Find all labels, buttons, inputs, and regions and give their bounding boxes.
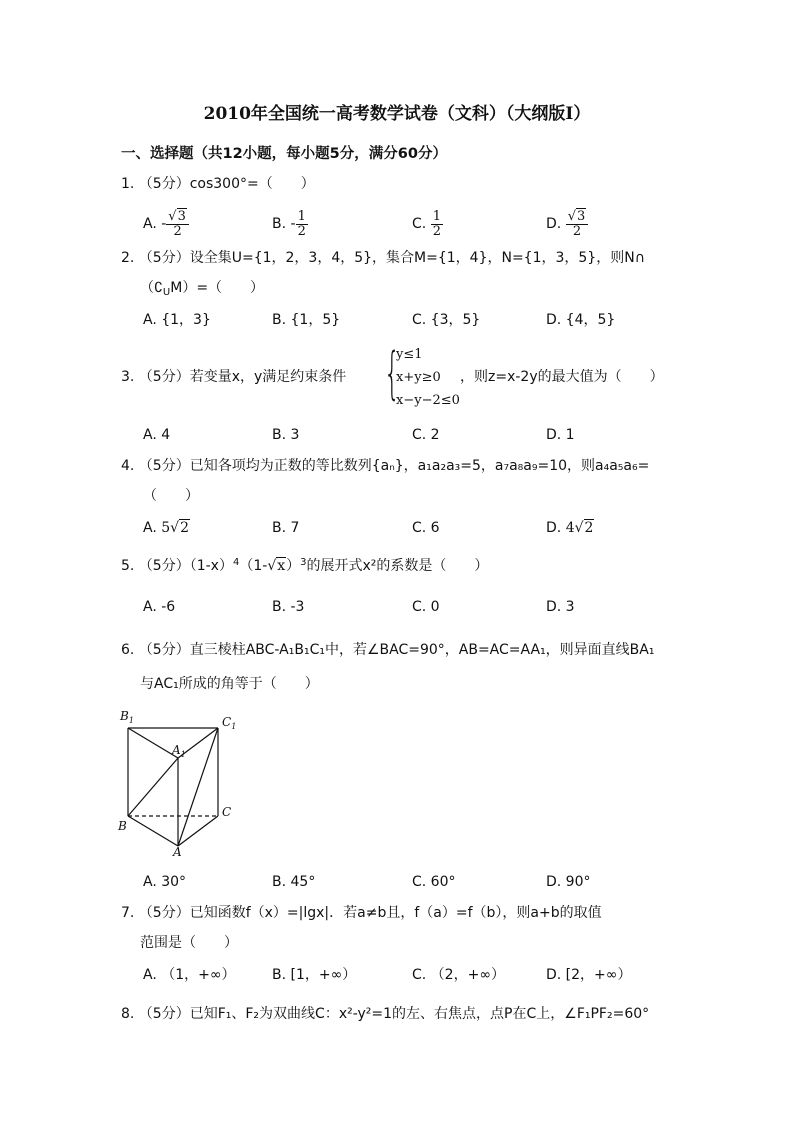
option-a[interactable]: A. 4: [143, 427, 171, 443]
page-title: 2010年全国统一高考数学试卷（文科）（大纲版Ⅰ）: [203, 104, 591, 124]
option-b[interactable]: B. 7: [272, 520, 300, 536]
option-d[interactable]: D. {4，5}: [546, 312, 616, 328]
option-a[interactable]: A. 30°: [143, 874, 187, 890]
radicand: 2: [584, 520, 594, 536]
option-a[interactable]: A. -6: [143, 599, 176, 615]
coefficient: 4: [565, 520, 575, 536]
fraction-denominator: 2: [432, 223, 441, 239]
option-b[interactable]: B. -3: [272, 599, 305, 615]
option-a[interactable]: A. {1，3}: [143, 312, 211, 328]
constraint-2: x+y≥0: [396, 370, 441, 385]
option-c[interactable]: C. {3，5}: [412, 312, 481, 328]
option-d[interactable]: D. 90°: [546, 874, 591, 890]
stem-part: （∁: [140, 280, 163, 296]
system-brace: {: [384, 341, 401, 406]
stem-part: ）: [286, 558, 301, 574]
option-label: B.: [272, 216, 291, 232]
radicand: 2: [180, 520, 189, 536]
option-c[interactable]: C. （2，+∞）: [412, 967, 505, 983]
question-stem: 7. （5分）已知函数f（x）=|lgx|．若a≠b且，f（a）=f（b），则a+b的取值: [121, 905, 602, 921]
section-heading: 一、选择题（共12小题，每小题5分，满分60分）: [121, 146, 447, 162]
label-c: C: [222, 805, 232, 819]
edge-b1-a1: [128, 728, 178, 758]
exponent: 3: [300, 557, 307, 568]
option-c[interactable]: C. 2: [412, 427, 440, 443]
question-stem-continued: （ ）: [143, 488, 199, 504]
fraction-denominator: 2: [297, 223, 306, 239]
question-stem: 8. （5分）已知F₁、F₂为双曲线C：x²-y²=1的左、右焦点，点P在C上，∠F₁PF₂=60°: [121, 1006, 650, 1022]
option-c[interactable]: C. 60°: [412, 874, 456, 890]
fraction-numerator: 3: [177, 208, 186, 224]
fraction-numerator: 3: [576, 208, 586, 224]
option-label: C.: [412, 216, 431, 232]
question-stem: 2. （5分）设全集U={1，2，3，4，5}，集合M={1，4}，N={1，3，5}，则N∩: [121, 250, 645, 266]
option-a[interactable]: A. - $\frac{√3}{2}$: [143, 206, 189, 242]
stem-part: （1-: [239, 558, 268, 574]
prism-figure: [112, 706, 252, 858]
label-b1: $B_1$: [120, 709, 134, 725]
label-a1: $A_1$: [172, 743, 186, 759]
option-b[interactable]: [272, 206, 308, 242]
stem-part: 的展开式x²的系数是（ ）: [306, 558, 489, 574]
edge-a-c: [178, 816, 218, 846]
sign: -: [290, 216, 296, 232]
segment-ac1: [178, 728, 218, 846]
option-d[interactable]: D. 1: [546, 427, 575, 443]
option-d[interactable]: D. $\frac{√3}{2}$: [546, 206, 588, 242]
option-label: A.: [143, 216, 162, 232]
label-b: B: [118, 819, 127, 833]
option-b[interactable]: B. 45°: [272, 874, 316, 890]
stem-part: M）=（ ）: [170, 280, 265, 296]
question-stem: 6. （5分）直三棱柱ABC-A₁B₁C₁中，若∠BAC=90°，AB=AC=AA₁，则异面直线BA₁: [121, 642, 655, 658]
label-c1: $C_1$: [222, 715, 237, 731]
fraction-denominator: 2: [173, 223, 182, 239]
question-stem-end: ，则z=x-2y的最大值为（ ）: [460, 369, 664, 385]
coefficient: 5: [161, 520, 171, 536]
question-stem-continued: [140, 278, 264, 298]
sign: -: [161, 216, 167, 232]
option-a[interactable]: A. （1，+∞）: [143, 967, 236, 983]
stem-part: 5. （5分）（1-x）: [121, 558, 233, 574]
label-a: A: [173, 845, 182, 858]
question-stem: 3. （5分）若变量x，y满足约束条件: [121, 369, 347, 385]
question-stem: 5. （5分）$(1-x)^4(1-√x)^3$的展开式x²的系数是（ ）: [121, 557, 489, 574]
option-d[interactable]: D. 4√2: [546, 520, 594, 536]
question-stem-continued: 范围是（ ）: [140, 935, 238, 951]
option-a[interactable]: A. 5√2: [143, 520, 189, 536]
option-label: D.: [546, 520, 566, 536]
subscript: U: [162, 287, 171, 298]
option-c[interactable]: C. 6: [412, 520, 440, 536]
radicand: x: [277, 558, 286, 574]
fraction-numerator: 1: [432, 208, 441, 224]
edge-b-a: [128, 816, 178, 846]
question-stem: 1. （5分）cos300°=（ ）: [121, 176, 315, 192]
segment-ba1: [128, 758, 178, 816]
fraction-denominator: 2: [572, 223, 582, 239]
constraint-3: x−y−2≤0: [396, 393, 460, 408]
constraint-1: y≤1: [396, 347, 423, 362]
option-d[interactable]: D. [2，+∞）: [546, 967, 632, 983]
fraction-numerator: 1: [297, 208, 306, 224]
option-label: D.: [546, 216, 566, 232]
option-d[interactable]: D. 3: [546, 599, 575, 615]
option-b[interactable]: B. [1，+∞）: [272, 967, 357, 983]
option-b[interactable]: B. 3: [272, 427, 300, 443]
option-label: A.: [143, 520, 162, 536]
question-stem: 4. （5分）已知各项均为正数的等比数列{aₙ}，a₁a₂a₃=5，a₇a₈a₉=10，则a₄a₅a₆=: [121, 458, 650, 474]
option-c[interactable]: [412, 206, 443, 242]
option-b[interactable]: B. {1，5}: [272, 312, 341, 328]
option-c[interactable]: C. 0: [412, 599, 440, 615]
exponent: 4: [232, 557, 240, 568]
question-stem-continued: 与AC₁所成的角等于（ ）: [140, 676, 319, 692]
